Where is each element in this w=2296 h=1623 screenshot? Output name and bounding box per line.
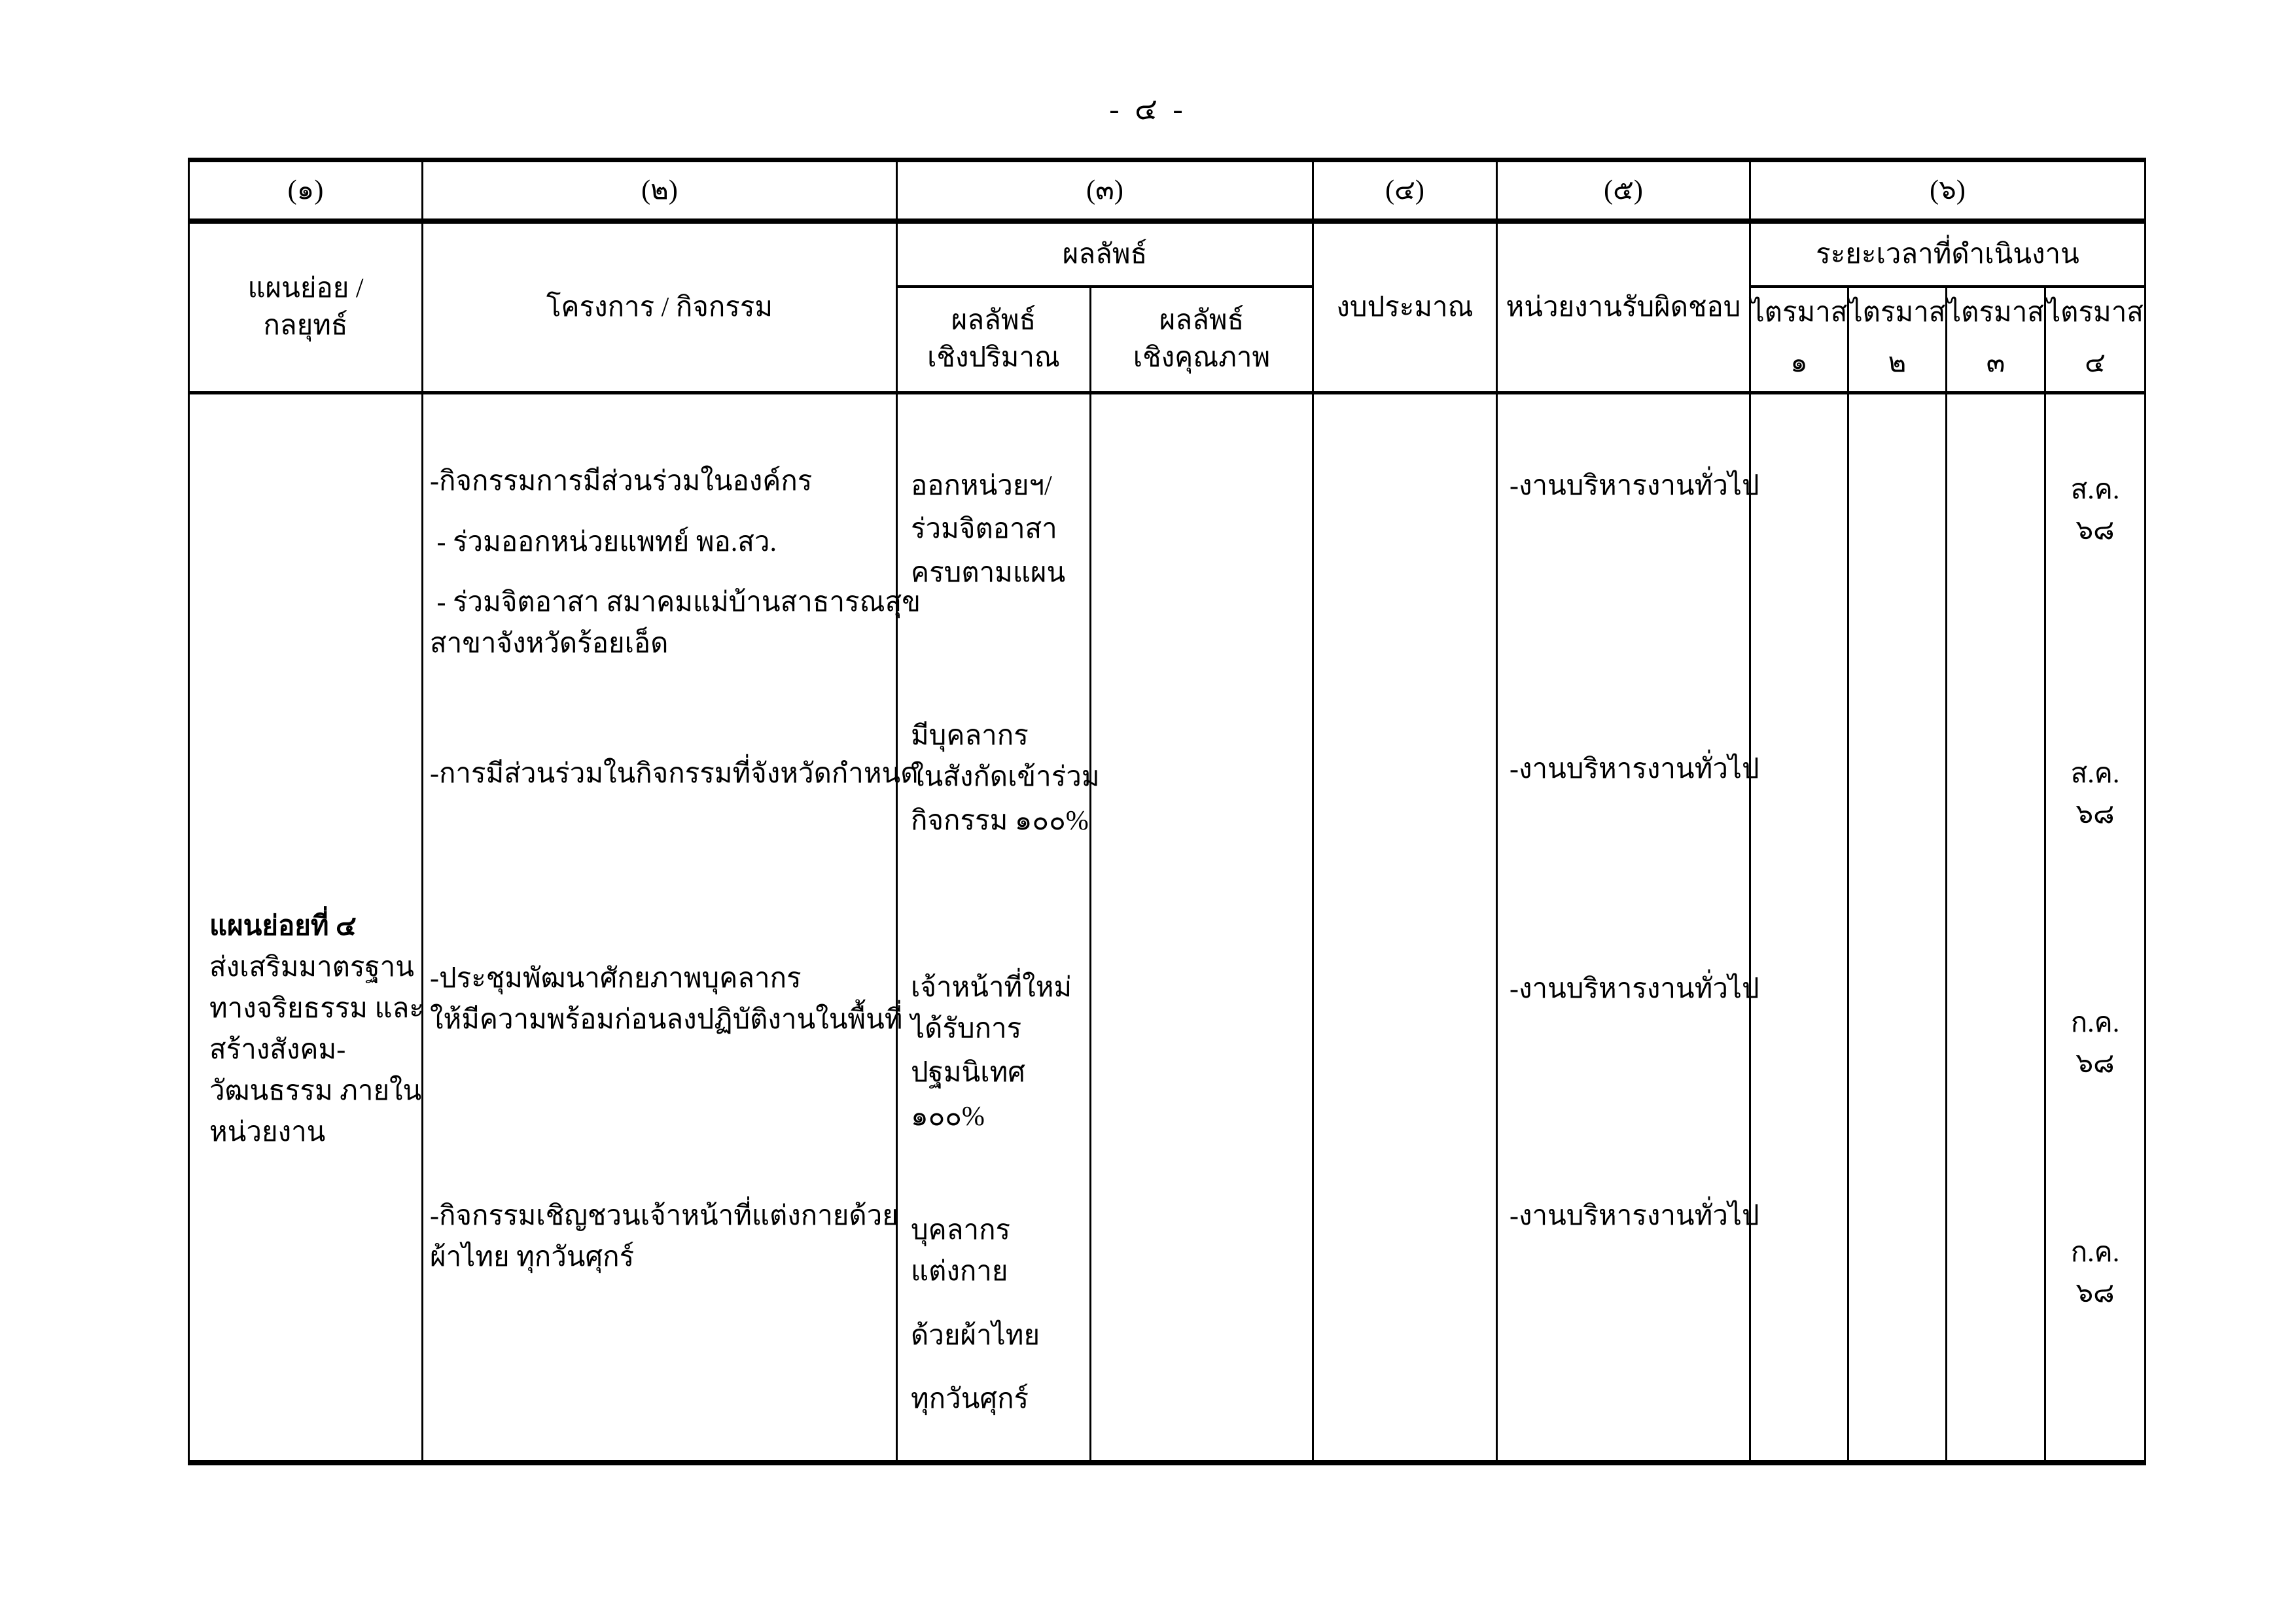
header-results-qual-line2: เชิงคุณภาพ xyxy=(1133,343,1271,373)
body-quarter3-cell xyxy=(1947,394,2046,1460)
quant-line: แต่งกาย xyxy=(911,1257,1008,1287)
quant-line: ๑๐๐% xyxy=(911,1102,985,1132)
body-budget-cell xyxy=(1314,394,1498,1460)
header-project: โครงการ / กิจกรรม xyxy=(423,224,898,394)
quarter-number: ๒ xyxy=(1888,348,1907,379)
header-quarter-1 xyxy=(1751,288,1849,394)
header-quarter-2 xyxy=(1849,288,1947,394)
plan-table xyxy=(190,162,2144,1460)
header-results-group: ผลลัพธ์ xyxy=(898,224,1314,288)
quarter-number: ๑ xyxy=(1790,348,1808,379)
body-quarter2-cell xyxy=(1849,394,1947,1460)
q4-year: ๖๘ xyxy=(2075,1049,2115,1079)
unit-line: -งานบริหารงานทั่วไป xyxy=(1510,471,1759,501)
q4-year: ๖๘ xyxy=(2075,1278,2115,1308)
header-results-quantitative xyxy=(898,288,1091,394)
header-plan-line2: กลยุทธ์ xyxy=(263,311,348,341)
activity-line: -การมีส่วนร่วมในกิจกรรมที่จังหวัดกำหนด xyxy=(430,759,919,789)
header-results-quant-line1: ผลลัพธ์ xyxy=(951,305,1036,336)
plan-line: หน่วยงาน xyxy=(209,1117,326,1147)
activity-line: ผ้าไทย ทุกวันศุกร์ xyxy=(430,1242,635,1272)
body-qualitative-cell xyxy=(1091,394,1314,1460)
body-quantitative-cell xyxy=(898,394,1100,1460)
quant-line: กิจกรรม ๑๐๐% xyxy=(911,806,1089,836)
quant-line: เจ้าหน้าที่ใหม่ xyxy=(911,973,1072,1003)
col-number-4: (๔) xyxy=(1314,162,1498,224)
plan-line: ส่งเสริมมาตรฐาน xyxy=(209,952,414,983)
col-number-6: (๖) xyxy=(1751,162,2144,224)
quant-line: ได้รับการ xyxy=(911,1014,1022,1044)
header-quarter-3 xyxy=(1947,288,2046,394)
plan-line: สร้างสังคม- xyxy=(209,1035,346,1065)
header-results-quant-line2: เชิงปริมาณ xyxy=(927,343,1060,373)
q4-year: ๖๘ xyxy=(2075,515,2115,546)
header-quarter-4 xyxy=(2046,288,2144,394)
col-number-1: (๑) xyxy=(190,162,423,224)
quant-line: ออกหน่วยฯ/ xyxy=(911,471,1052,501)
body-project-cell xyxy=(423,394,921,1460)
header-results-qual-line1: ผลลัพธ์ xyxy=(1159,305,1245,336)
quarter-label: ไตรมาส xyxy=(1947,298,2044,328)
body-unit-cell xyxy=(1498,394,1759,1460)
plan-line: วัฒนธรรม ภายใน xyxy=(209,1076,422,1106)
header-results-qualitative xyxy=(1091,288,1314,394)
quant-line: ร่วมจิตอาสา xyxy=(911,514,1057,544)
col-number-2: (๒) xyxy=(423,162,898,224)
header-budget: งบประมาณ xyxy=(1314,224,1498,394)
activity-line: ให้มีความพร้อมก่อนลงปฏิบัติงานในพื้นที่ xyxy=(430,1005,903,1035)
header-period-group: ระยะเวลาที่ดำเนินงาน xyxy=(1751,224,2144,288)
unit-line: -งานบริหารงานทั่วไป xyxy=(1510,1201,1759,1231)
col-number-5: (๕) xyxy=(1498,162,1751,224)
plan-line: ทางจริยธรรม และ xyxy=(209,994,424,1024)
quarter-label: ไตรมาส xyxy=(2047,298,2144,328)
quarter-number: ๓ xyxy=(1986,348,2005,379)
q4-month: ก.ค. xyxy=(2070,1238,2120,1268)
page-number: - ๔ - xyxy=(1109,92,1187,126)
body-quarter4-cell xyxy=(2046,394,2144,1460)
quant-line: บุคลากร xyxy=(911,1215,1011,1246)
header-responsible-unit: หน่วยงานรับผิดชอบ xyxy=(1498,224,1751,394)
activity-line: สาขาจังหวัดร้อยเอ็ด xyxy=(430,629,669,659)
header-plan-line1: แผนย่อย / xyxy=(247,273,364,304)
quant-line: ปฐมนิเทศ xyxy=(911,1058,1025,1088)
quarter-label: ไตรมาส xyxy=(1848,298,1946,328)
unit-line: -งานบริหารงานทั่วไป xyxy=(1510,754,1759,784)
plan-title: แผนย่อยที่ ๔ xyxy=(209,911,357,941)
activity-line: - ร่วมออกหน่วยแพทย์ พอ.สว. xyxy=(430,527,777,557)
quarter-number: ๔ xyxy=(2085,348,2106,379)
quant-line: ทุกวันศุกร์ xyxy=(911,1384,1029,1414)
header-plan xyxy=(190,224,423,394)
q4-month: ส.ค. xyxy=(2070,475,2120,505)
activity-line: -กิจกรรมการมีส่วนร่วมในองค์กร xyxy=(430,466,813,497)
q4-year: ๖๘ xyxy=(2075,799,2115,829)
body-plan-cell xyxy=(190,394,423,1460)
activity-line: -ประชุมพัฒนาศักยภาพบุคลากร xyxy=(430,964,802,994)
body-quarter1-cell xyxy=(1751,394,1849,1460)
quant-line: ครบตามแผน xyxy=(911,558,1066,588)
activity-line: -กิจกรรมเชิญชวนเจ้าหน้าที่แต่งกายด้วย xyxy=(430,1201,898,1231)
q4-month: ก.ค. xyxy=(2070,1008,2120,1038)
col-number-3: (๓) xyxy=(898,162,1314,224)
q4-month: ส.ค. xyxy=(2070,759,2120,789)
quarter-label: ไตรมาส xyxy=(1750,298,1848,328)
quant-line: ด้วยผ้าไทย xyxy=(911,1321,1040,1351)
unit-line: -งานบริหารงานทั่วไป xyxy=(1510,974,1759,1004)
activity-line: - ร่วมจิตอาสา สมาคมแม่บ้านสาธารณสุข xyxy=(430,587,921,618)
quant-line: มีบุคลากร xyxy=(911,721,1029,751)
quant-line: ในสังกัดเข้าร่วม xyxy=(911,762,1100,792)
